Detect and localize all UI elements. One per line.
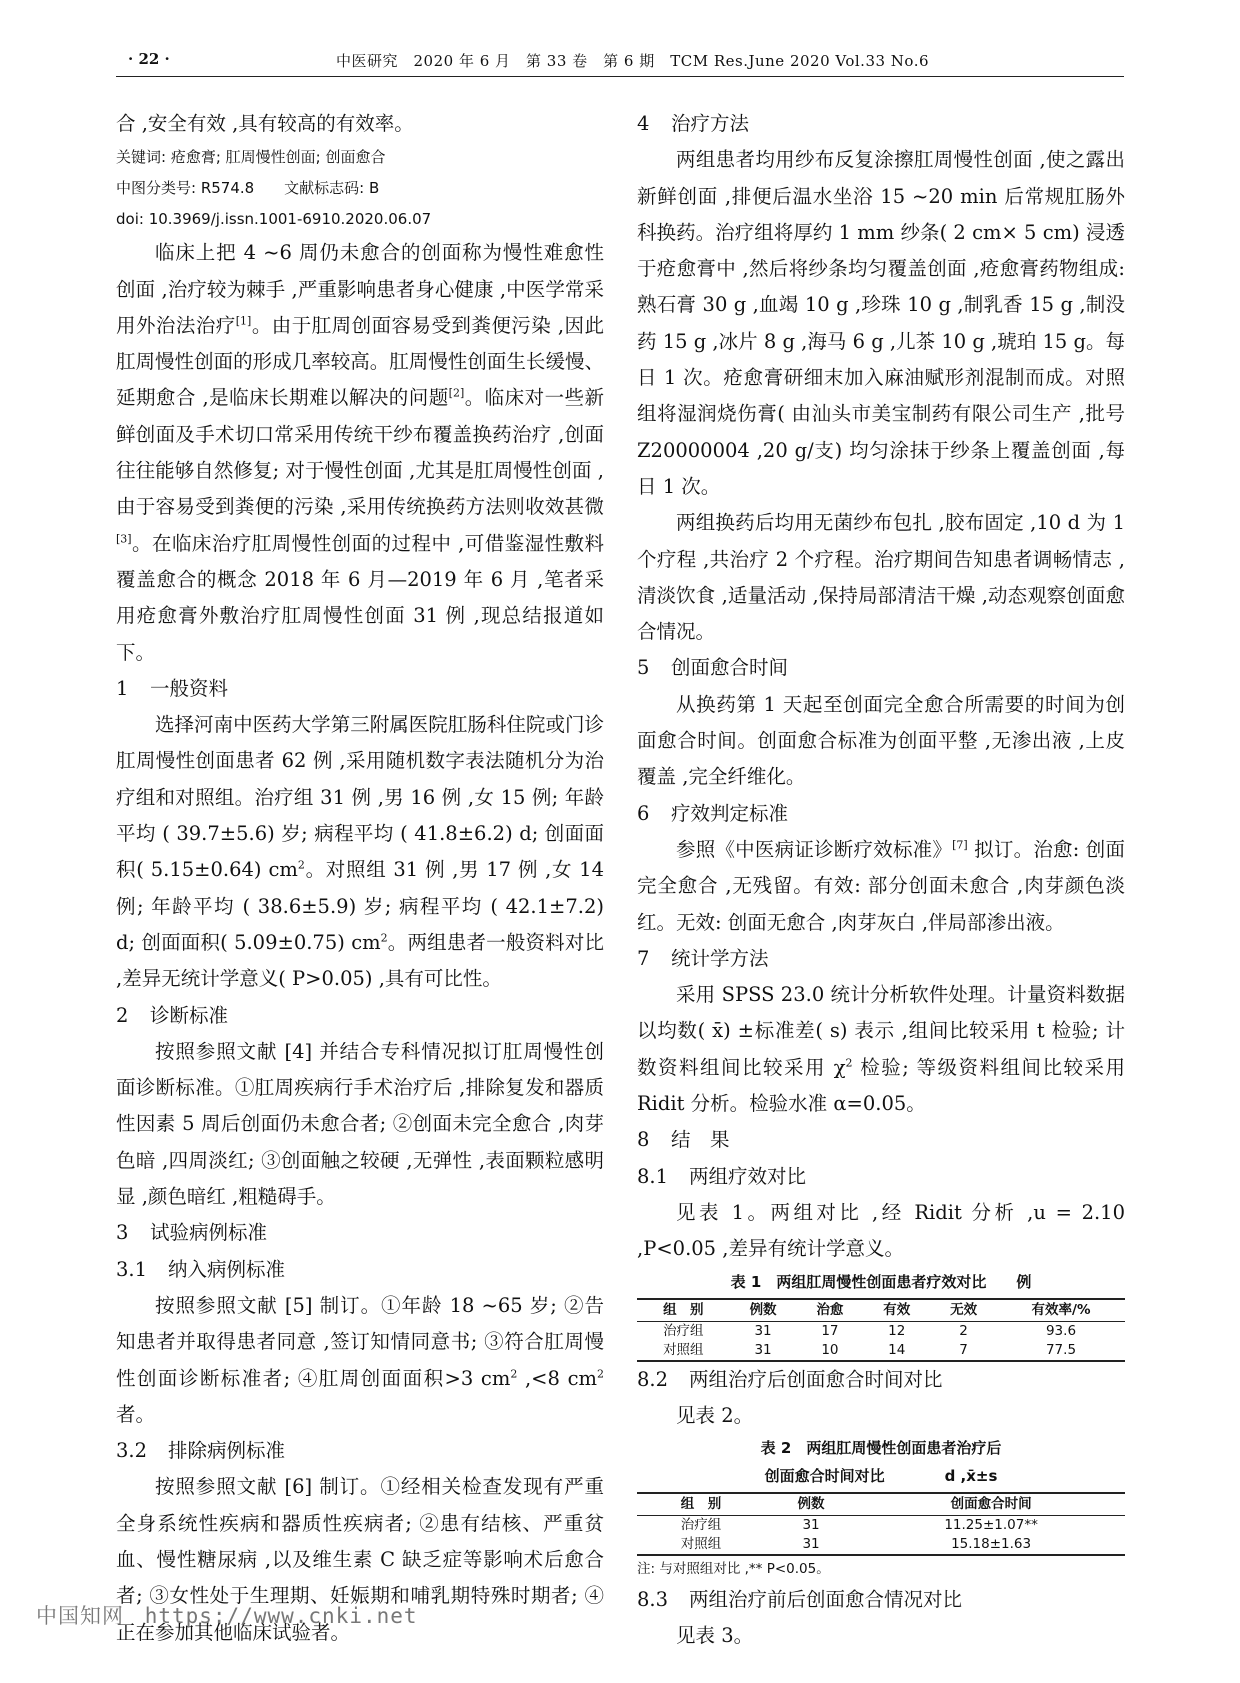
journal-running-title: 中医研究 2020 年 6 月 第 33 卷 第 6 期 TCM Res.June 2020 Vol.33 No.6: [336, 52, 930, 70]
subsection-heading: 8.2 两组治疗后创面愈合时间对比: [637, 1367, 943, 1391]
section-heading: 6 疗效判定标准: [637, 801, 789, 825]
intro-paragraph: 临床上把 4 ~6 周仍未愈合的创面称为慢性难愈性创面 ,治疗较为棘手 ,严重影响患者身心健康 ,中医学常采用外治法治疗[1]。由于肛周创面容易受到粪便污染 ,因此肛周慢性创面的形成几率较高。肛周慢性创面生长缓慢、延期愈合 ,是临床长期难以解决的问题[2]。临床对一些新鲜创面及手术切口常采用传统干纱布覆盖换药治疗 ,创面往往能够自然修复; 对于慢性创面 ,尤其是肛周慢性创面 ,由于容易受到粪便的污染 ,采用传统换药方法则收效甚微[3]。在临床治疗肛周慢性创面的过程中 ,可借鉴湿性敷料覆盖愈合的概念 2018 年 6 月—2019 年 6 月 ,笔者采用疮愈膏外敷治疗肛周慢性创面 31 例 ,现总结报道如下。: [116, 241, 604, 664]
section-body: 按照参照文献 [4] 并结合专科情况拟订肛周慢性创面诊断标准。①肛周疾病行手术治疗后 ,排除复发和器质性因素 5 周后创面仍未愈合者; ②创面未完全愈合 ,肉芽色暗 ,四周淡红; ③创面触之较硬 ,无弹性 ,表面颗粒感明显 ,颜色暗红 ,粗糙碍手。: [116, 1039, 604, 1209]
section-heading: 8 结 果: [637, 1128, 730, 1152]
section-heading: 3 试验病例标准: [116, 1221, 268, 1245]
table-header-row: 组 别 例数 创面愈合时间: [637, 1493, 1125, 1516]
left-column: [116, 106, 604, 1651]
section-body: 参照《中医病证诊断疗效标准》[7] 拟订。治愈: 创面完全愈合 ,无残留。有效: 部分创面未愈合 ,肉芽颜色淡红。无效: 创面无愈合 ,肉芽灰白 ,伴局部渗出液。: [637, 837, 1125, 934]
section-body: 采用 SPSS 23.0 统计分析软件处理。计量资料数据以均数( x̄) ±标准差( s) 表示 ,组间比较采用 t 检验; 计数资料组间比较采用 $\chi^2$ 检验; 等级资料组间比较采用 Ridit 分析。检验水准 α=0.05。: [637, 983, 1126, 1116]
classification-code: 中图分类号: R574.8 文献标志码: B: [116, 179, 380, 198]
table2-caption: 表 2 两组肛周慢性创面患者治疗后: [760, 1439, 1002, 1458]
section-heading: 4 治疗方法: [637, 112, 750, 135]
table-row: 治疗组 31 11.25±1.07**: [680, 1517, 1038, 1534]
section-body: 两组患者均用纱布反复涂擦肛周慢性创面 ,使之露出新鲜创面 ,排便后温水坐浴 15 ~20 min 后常规肛肠外科换药。治疗组将厚约 1 mm 纱条( 2 cm× 5 cm) 浸透于疮愈膏中 ,然后将纱条均匀覆盖创面 ,疮愈膏药物组成: 熟石膏 30 g ,血竭 10 g ,珍珠 10 g ,制乳香 15 g ,制没药 15 g ,冰片 8 g ,海马 6 g ,儿茶 10 g ,琥珀 15 g。每日 1 次。疮愈膏研细末加入麻油赋形剂混制而成。对照组将湿润烧伤膏( 由汕头市美宝制药有限公司生产 ,批号 Z20000004 ,20 g/支) 均匀涂抹于纱条上覆盖创面 ,每日 1 次。: [637, 148, 1125, 498]
running-header: [116, 44, 1124, 77]
table1-caption: 表 1 两组肛周慢性创面患者疗效对比 例: [730, 1272, 1032, 1291]
subsection-heading: 8.1 两组疗效对比: [637, 1164, 807, 1188]
section-body: 选择河南中医药大学第三附属医院肛肠科住院或门诊肛周慢性创面患者 62 例 ,采用随机数字表法随机分为治疗组和对照组。治疗组 31 例 ,男 16 例 ,女 15 例; 年龄平均 ( 39.7±5.6) 岁; 病程平均 ( 41.8±6.2) d; 创面面积( 5.15±0.64) $cm^2$。对照组 31 例 ,男 17 例 ,女 14 例; 年龄平均 ( 38.6±5.9) 岁; 病程平均 ( 42.1±7.2) d; 创面面积( 5.09±0.75) $cm^2$。两组患者一般资料对比 ,差异无统计学意义( P>0.05) ,具有可比性。: [116, 713, 604, 991]
table2: [637, 1492, 1125, 1556]
site-url: https://www.cnki.net: [144, 1604, 418, 1628]
table-header-row: 组 别 例数 治愈 有效 无效 有效率/%: [637, 1299, 1125, 1322]
section-body: 从换药第 1 天起至创面完全愈合所需要的时间为创面愈合时间。创面愈合标准为创面平整 ,无渗出液 ,上皮覆盖 ,完全纤维化。: [637, 692, 1125, 789]
subsection-heading: 3.2 排除病例标准: [116, 1439, 286, 1463]
subsection-heading: 8.3 两组治疗前后创面愈合情况对比: [637, 1588, 963, 1612]
section-heading: 2 诊断标准: [116, 1003, 229, 1027]
section-heading: 5 创面愈合时间: [637, 656, 789, 680]
citation: [3]: [116, 532, 132, 546]
table-row: 治疗组 31 17 12 2 93.6: [663, 1322, 1077, 1339]
table2-note: 注: 与对照组对比 ,** P<0.05。: [637, 1561, 830, 1578]
table-row: 对照组 31 10 14 7 77.5: [637, 1341, 1125, 1361]
table2-caption-sub: 创面愈合时间对比 d ,x̄±s: [764, 1467, 998, 1486]
citation: [1]: [235, 314, 252, 328]
keywords: 关键词: 疮愈膏; 肛周慢性创面; 创面愈合: [116, 148, 386, 167]
subsection-heading: 3.1 纳入病例标准: [116, 1257, 286, 1281]
citation: [7]: [952, 838, 968, 852]
page-number: · 22 ·: [128, 50, 170, 68]
doi: doi: 10.3969/j.issn.1001-6910.2020.06.07: [116, 210, 432, 229]
right-column: [637, 106, 1125, 1655]
table1: [637, 1298, 1125, 1362]
watermark-footer: [36, 1600, 418, 1630]
abstract-tail: 合 ,安全有效 ,具有较高的有效率。: [116, 112, 414, 135]
section-body: 两组换药后均用无菌纱布包扎 ,胶布固定 ,10 d 为 1 个疗程 ,共治疗 2 个疗程。治疗期间告知患者调畅情志 ,清淡饮食 ,适量活动 ,保持局部清洁干燥 ,动态观察创面愈合情况。: [637, 511, 1125, 644]
section-body: 按照参照文献 [5] 制订。①年龄 18 ~65 岁; ②告知患者并取得患者同意 ,签订知情同意书; ③符合肛周慢性创面诊断标准者; ④肛周创面面积>3 $cm^2$ ,<8 $cm^2$ 者。: [116, 1293, 604, 1426]
section-body: 见表 3。: [676, 1624, 754, 1648]
section-body: 见表 2。: [676, 1403, 754, 1427]
section-heading: 1 一般资料: [116, 676, 229, 700]
site-name: 中国知网: [36, 1604, 124, 1628]
citation: [2]: [448, 386, 465, 400]
section-body: 按照参照文献 [6] 制订。①经相关检查发现有严重全身系统性疾病和器质性疾病者; ②患有结核、严重贫血、慢性糖尿病 ,以及维生素 C 缺乏症等影响术后愈合者; ③女性处于生理期、妊娠期和哺乳期特殊时期者; ④正在参加其他临床试验者。: [116, 1475, 604, 1644]
section-heading: 7 统计学方法: [637, 946, 769, 970]
section-body: 见表 1。两组对比 ,经 Ridit 分析 ,u = 2.10 ,P<0.05 ,差异有统计学意义。: [637, 1200, 1125, 1261]
table-row: 对照组 31 15.18±1.63: [637, 1535, 1125, 1555]
